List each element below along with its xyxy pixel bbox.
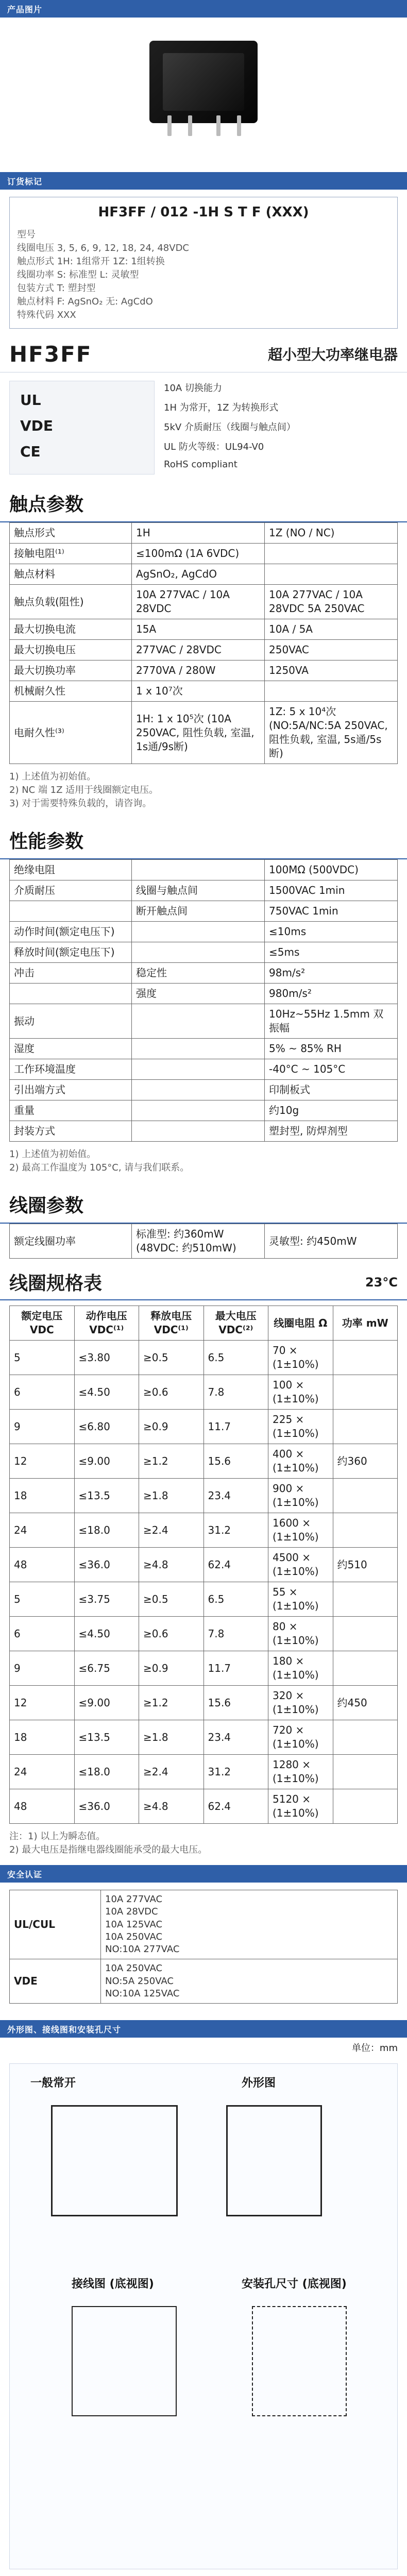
ul-lines-line: NO:10A 277VAC <box>105 1944 180 1955</box>
vde-lines <box>101 1959 398 2004</box>
table-cell: 23.4 <box>204 1720 268 1755</box>
table-cell: ≤18.0 <box>74 1755 139 1789</box>
safety-table <box>9 1890 398 2004</box>
table-cell: ≤5ms <box>265 942 398 963</box>
table-cell: 320 × (1±10%) <box>268 1686 333 1720</box>
table-cell: 1600 × (1±10%) <box>268 1513 333 1548</box>
table-cell: 62.4 <box>204 1789 268 1824</box>
table-row <box>10 564 398 585</box>
table-cell <box>132 942 265 963</box>
model-subtitle: 超小型大功率继电器 <box>267 346 398 363</box>
coil-power-standard: 标准型: 约360mW (48VDC: 约510mW) <box>132 1224 265 1259</box>
table-cell: 1250VA <box>265 660 398 681</box>
table-cell: 触点负载(阻性) <box>10 585 132 619</box>
relay-pin <box>237 115 241 136</box>
code-box <box>9 197 398 329</box>
table-cell: 1Z (NO / NC) <box>265 523 398 544</box>
table-cell: 24 <box>10 1513 75 1548</box>
table-cell <box>132 860 265 880</box>
table-cell <box>333 1789 398 1824</box>
performance-notes-line: 2) 最高工作温度为 105°C, 请与我们联系。 <box>9 1162 190 1173</box>
table-cell: 31.2 <box>204 1755 268 1789</box>
code-rows-line: 包装方式 T: 塑封型 <box>17 283 96 294</box>
table-cell <box>333 1755 398 1789</box>
table-cell: 1H: 1 x 10⁵次 (10A 250VAC, 阻性负载, 室温, 1s通/9s断) <box>132 702 265 764</box>
table-cell: ≤100mΩ (1A 6VDC) <box>132 544 265 564</box>
table-row <box>10 1341 398 1375</box>
table-cell: 277VAC / 28VDC <box>132 640 265 660</box>
table-cell <box>333 1651 398 1686</box>
table-cell: 重量 <box>10 1100 132 1121</box>
contact-params-title: 触点参数 <box>0 483 407 522</box>
table-cell: 最大切换电压 <box>10 640 132 660</box>
table-cell: ≥1.2 <box>139 1444 204 1479</box>
performance-notes <box>9 1147 398 1174</box>
table-cell: 250VAC <box>265 640 398 660</box>
table-cell: ≥4.8 <box>139 1548 204 1582</box>
table-header: 线圈电阻 Ω <box>268 1306 333 1341</box>
features-area <box>0 372 407 483</box>
coil-table-temp: 23°C <box>365 1275 398 1290</box>
table-cell: 1280 × (1±10%) <box>268 1755 333 1789</box>
relay-pin <box>188 115 192 136</box>
table-cell: 180 × (1±10%) <box>268 1651 333 1686</box>
table-row <box>10 880 398 901</box>
table-cell: 最大切换电流 <box>10 619 132 640</box>
table-cell: ≤4.50 <box>74 1617 139 1651</box>
table-header: 额定电压 VDC <box>10 1306 75 1341</box>
coil-notes <box>9 1829 398 1856</box>
table-cell: 1 x 10⁷次 <box>132 681 265 702</box>
table-cell: ≤13.5 <box>74 1479 139 1513</box>
table-cell: ≥0.6 <box>139 1617 204 1651</box>
feature-list-line: UL 防火等级：UL94-V0 <box>164 442 264 452</box>
table-cell <box>132 1100 265 1121</box>
table-cell: 振动 <box>10 1004 132 1039</box>
table-cell: 6.5 <box>204 1582 268 1617</box>
table-cell: 9 <box>10 1651 75 1686</box>
table-cell <box>265 564 398 585</box>
table-cell: 48 <box>10 1789 75 1824</box>
outline-front <box>51 2105 178 2216</box>
table-cell: 5% ~ 85% RH <box>265 1039 398 1059</box>
coil-table-title: 线圈规格表 <box>9 1273 103 1294</box>
table-cell: 24 <box>10 1755 75 1789</box>
table-row <box>10 1004 398 1039</box>
contact-notes-line: 1) 上述值为初始值。 <box>9 771 96 782</box>
product-photo-area <box>0 18 407 172</box>
coil-table-header <box>0 1259 407 1300</box>
code-rows-line: 线圈电压 3, 5, 6, 9, 12, 18, 24, 48VDC <box>17 243 189 253</box>
feature-list <box>164 381 398 474</box>
table-row <box>10 1548 398 1582</box>
table-cell: 绝缘电阻 <box>10 860 132 880</box>
table-cell: 980m/s² <box>265 984 398 1004</box>
table-cell: ≥0.6 <box>139 1375 204 1410</box>
table-header: 释放电压 VDC⁽¹⁾ <box>139 1306 204 1341</box>
table-cell: 9 <box>10 1410 75 1444</box>
caption-outline: 外形图 <box>242 2077 276 2090</box>
table-cell <box>10 901 132 922</box>
table-cell: -40°C ~ 105°C <box>265 1059 398 1080</box>
coil-table <box>9 1306 398 1824</box>
caption-holes: 安装孔尺寸 (底视图) <box>242 2278 347 2291</box>
table-cell: ≥2.4 <box>139 1513 204 1548</box>
coil-notes-line: 2) 最大电压是指继电器线圈能承受的最大电压。 <box>9 1844 208 1855</box>
table-row <box>10 1686 398 1720</box>
table-header: 动作电压 VDC⁽¹⁾ <box>74 1306 139 1341</box>
table-cell: 80 × (1±10%) <box>268 1617 333 1651</box>
table-cell: 1H <box>132 523 265 544</box>
table-cell: 动作时间(额定电压下) <box>10 922 132 942</box>
table-row <box>10 1080 398 1100</box>
table-row <box>10 984 398 1004</box>
table-row <box>10 922 398 942</box>
table-cell: 约360 <box>333 1444 398 1479</box>
contact-table <box>9 522 398 764</box>
vde-lines-line: NO:5A 250VAC <box>105 1975 174 1987</box>
title-strip <box>0 336 407 372</box>
table-row <box>10 681 398 702</box>
table-cell: ≤3.75 <box>74 1582 139 1617</box>
table-cell: ≥1.8 <box>139 1720 204 1755</box>
wiring-diagram <box>72 2306 177 2416</box>
ul-lines-line: 10A 277VAC <box>105 1894 163 1905</box>
feature-list-line: 1H 为常开，1Z 为转换形式 <box>164 402 279 413</box>
table-cell: 塑封型, 防焊剂型 <box>265 1121 398 1142</box>
table-cell: 1Z: 5 x 10⁴次 (NO:5A/NC:5A 250VAC, 阻性负载, 室温, 5s通/5s断) <box>265 702 398 764</box>
feature-list-line: RoHS compliant <box>164 459 238 470</box>
table-header: 功率 mW <box>333 1306 398 1341</box>
safety-bar: 安全认证 <box>0 1865 407 1883</box>
ul-lines-line: 10A 250VAC <box>105 1931 163 1942</box>
table-cell: 7.8 <box>204 1617 268 1651</box>
table-cell: ≤10ms <box>265 922 398 942</box>
table-cell: 稳定性 <box>132 963 265 984</box>
table-row <box>10 860 398 880</box>
table-cell <box>132 1121 265 1142</box>
table-cell: 引出端方式 <box>10 1080 132 1100</box>
contact-notes-line: 2) NC 端 1Z 适用于线圈额定电压。 <box>9 785 159 795</box>
table-cell <box>333 1375 398 1410</box>
vde-label: VDE <box>10 1959 101 2004</box>
table-cell <box>333 1513 398 1548</box>
table-cell: ≥1.8 <box>139 1479 204 1513</box>
table-cell: ≥0.9 <box>139 1651 204 1686</box>
feature-list-line: 5kV 介质耐压（线圈与触点间） <box>164 422 296 433</box>
table-cell <box>333 1617 398 1651</box>
table-cell <box>132 1059 265 1080</box>
code-rows-line: 线圈功率 S: 标准型 L: 灵敏型 <box>17 269 139 280</box>
table-cell <box>132 1080 265 1100</box>
table-cell: 6.5 <box>204 1341 268 1375</box>
table-cell: 电耐久性⁽³⁾ <box>10 702 132 764</box>
table-cell: 400 × (1±10%) <box>268 1444 333 1479</box>
table-cell: ≤13.5 <box>74 1720 139 1755</box>
feature-list-line: 10A 切换能力 <box>164 383 222 394</box>
top-badge: 产品图片 <box>0 0 407 18</box>
table-row <box>10 1789 398 1824</box>
table-row <box>10 1121 398 1142</box>
table-cell <box>333 1410 398 1444</box>
table-header: 最大电压 VDC⁽²⁾ <box>204 1306 268 1341</box>
table-cell: 5 <box>10 1582 75 1617</box>
table-cell: 10Hz~55Hz 1.5mm 双振幅 <box>265 1004 398 1039</box>
table-cell: ≥0.9 <box>139 1410 204 1444</box>
table-row <box>10 1479 398 1513</box>
relay-photo <box>149 41 258 123</box>
table-cell: 5 <box>10 1341 75 1375</box>
table-cell: 断开触点间 <box>132 901 265 922</box>
table-cell <box>333 1720 398 1755</box>
table-cell: 湿度 <box>10 1039 132 1059</box>
table-cell: ≤36.0 <box>74 1789 139 1824</box>
caption-general-1: 一般常开 <box>30 2077 76 2090</box>
table-cell: 100MΩ (500VDC) <box>265 860 398 880</box>
table-cell: 15A <box>132 619 265 640</box>
table-cell: 31.2 <box>204 1513 268 1548</box>
table-cell: 750VAC 1min <box>265 901 398 922</box>
code-rows-line: 触点形式 1H: 1组常开 1Z: 1组转换 <box>17 256 165 267</box>
table-cell: 工作环境温度 <box>10 1059 132 1080</box>
table-cell: 11.7 <box>204 1651 268 1686</box>
table-cell <box>132 1039 265 1059</box>
vde-lines-line: 10A 250VAC <box>105 1963 163 1974</box>
table-cell: 11.7 <box>204 1410 268 1444</box>
table-cell: 接触电阻⁽¹⁾ <box>10 544 132 564</box>
table-cell: 225 × (1±10%) <box>268 1410 333 1444</box>
outline-units: 单位：mm <box>351 2043 398 2054</box>
table-cell: ≤18.0 <box>74 1513 139 1548</box>
ul-lines <box>101 1890 398 1959</box>
table-row <box>10 619 398 640</box>
table-cell: 最大切换功率 <box>10 660 132 681</box>
table-cell: 100 × (1±10%) <box>268 1375 333 1410</box>
table-cell <box>265 681 398 702</box>
model-code: HF3FF / 012 -1H S T F (XXX) <box>98 205 309 220</box>
table-cell: 18 <box>10 1479 75 1513</box>
code-rows-line: 触点材料 F: AgSnO₂ 无: AgCdO <box>17 296 153 307</box>
vde-logo: VDE <box>20 417 54 434</box>
table-cell: 约450 <box>333 1686 398 1720</box>
table-cell: 冲击 <box>10 963 132 984</box>
table-cell: 封装方式 <box>10 1121 132 1142</box>
table-cell: 线圈与触点间 <box>132 880 265 901</box>
table-cell: ≥4.8 <box>139 1789 204 1824</box>
table-row <box>10 1039 398 1059</box>
table-row <box>10 660 398 681</box>
table-cell: ≤9.00 <box>74 1444 139 1479</box>
table-row <box>10 544 398 564</box>
ul-lines-line: 10A 28VDC <box>105 1906 158 1918</box>
table-row <box>10 901 398 922</box>
ul-logo: UL <box>20 392 41 409</box>
code-rows <box>17 227 390 321</box>
table-cell <box>333 1479 398 1513</box>
table-cell: 4500 × (1±10%) <box>268 1548 333 1582</box>
table-row <box>10 1410 398 1444</box>
table-cell: 释放时间(额定电压下) <box>10 942 132 963</box>
table-row <box>10 523 398 544</box>
table-cell: 机械耐久性 <box>10 681 132 702</box>
table-cell: 12 <box>10 1686 75 1720</box>
ce-logo: CE <box>20 443 41 460</box>
contact-notes <box>9 769 398 809</box>
table-cell: 触点材料 <box>10 564 132 585</box>
table-cell: 介质耐压 <box>10 880 132 901</box>
coil-params-title: 线圈参数 <box>0 1184 407 1224</box>
coil-params-table <box>9 1224 398 1259</box>
table-cell: ≥0.5 <box>139 1582 204 1617</box>
table-cell: ≤4.50 <box>74 1375 139 1410</box>
table-cell <box>132 1004 265 1039</box>
table-cell: 触点形式 <box>10 523 132 544</box>
table-cell <box>132 922 265 942</box>
table-cell: 约510 <box>333 1548 398 1582</box>
code-rows-line: 特殊代码 XXX <box>17 310 76 320</box>
table-cell: 720 × (1±10%) <box>268 1720 333 1755</box>
table-cell: 10A 277VAC / 10A 28VDC <box>132 585 265 619</box>
ul-label: UL/CUL <box>10 1890 101 1959</box>
table-row <box>10 1617 398 1651</box>
contact-notes-line: 3) 对于需要特殊负载的，请咨询。 <box>9 798 152 809</box>
table-cell: 强度 <box>132 984 265 1004</box>
table-cell: ≥0.5 <box>139 1341 204 1375</box>
outline-block-1 <box>9 2063 398 2569</box>
table-cell: 10A 277VAC / 10A 28VDC 5A 250VAC <box>265 585 398 619</box>
table-cell: 98m/s² <box>265 963 398 984</box>
table-row <box>10 942 398 963</box>
cert-logos <box>9 381 155 474</box>
table-cell: 印制板式 <box>265 1080 398 1100</box>
table-row <box>10 585 398 619</box>
coil-power-sensitive: 灵敏型: 约450mW <box>265 1224 398 1259</box>
performance-title: 性能参数 <box>0 820 407 859</box>
table-cell: 7.8 <box>204 1375 268 1410</box>
table-cell <box>265 544 398 564</box>
code-section-bar: 订货标记 <box>0 172 407 190</box>
table-cell: ≤3.80 <box>74 1341 139 1375</box>
table-cell: 70 × (1±10%) <box>268 1341 333 1375</box>
table-row <box>10 1059 398 1080</box>
table-row <box>10 1513 398 1548</box>
table-cell: 23.4 <box>204 1479 268 1513</box>
table-row <box>10 1755 398 1789</box>
hole-diagram <box>252 2306 347 2416</box>
table-cell: 62.4 <box>204 1548 268 1582</box>
ul-lines-line: 10A 125VAC <box>105 1919 163 1930</box>
table-cell: 15.6 <box>204 1444 268 1479</box>
table-cell: 15.6 <box>204 1686 268 1720</box>
table-cell <box>10 984 132 1004</box>
table-row <box>10 1651 398 1686</box>
table-cell: ≤9.00 <box>74 1686 139 1720</box>
relay-pin <box>167 115 172 136</box>
table-cell: 10A / 5A <box>265 619 398 640</box>
table-cell: ≤6.80 <box>74 1410 139 1444</box>
table-cell: ≤36.0 <box>74 1548 139 1582</box>
table-row <box>10 963 398 984</box>
table-row <box>10 1720 398 1755</box>
table-row <box>10 702 398 764</box>
table-cell: 1500VAC 1min <box>265 880 398 901</box>
performance-table <box>9 859 398 1142</box>
code-rows-line: 型号 <box>17 229 36 240</box>
table-cell: 48 <box>10 1548 75 1582</box>
table-cell: ≥2.4 <box>139 1755 204 1789</box>
table-cell: 900 × (1±10%) <box>268 1479 333 1513</box>
coil-power-label: 额定线圈功率 <box>10 1224 132 1259</box>
performance-notes-line: 1) 上述值为初始值。 <box>9 1149 96 1160</box>
table-cell: 6 <box>10 1375 75 1410</box>
table-row <box>10 1582 398 1617</box>
table-cell: 约10g <box>265 1100 398 1121</box>
table-cell: 6 <box>10 1617 75 1651</box>
outline-bar: 外形图、接线图和安装孔尺寸 <box>0 2020 407 2038</box>
table-cell: 12 <box>10 1444 75 1479</box>
vde-lines-line: NO:10A 125VAC <box>105 1988 180 1999</box>
table-cell: AgSnO₂, AgCdO <box>132 564 265 585</box>
relay-pin <box>216 115 221 136</box>
table-cell: 2770VA / 280W <box>132 660 265 681</box>
table-row <box>10 640 398 660</box>
coil-notes-line: 注：1) 以上为瞬态值。 <box>9 1831 106 1842</box>
table-row <box>10 1375 398 1410</box>
table-row <box>10 1444 398 1479</box>
table-cell: ≤6.75 <box>74 1651 139 1686</box>
outline-side <box>226 2105 322 2216</box>
table-cell <box>333 1341 398 1375</box>
table-cell: 18 <box>10 1720 75 1755</box>
model-title: HF3FF <box>9 341 92 367</box>
table-row <box>10 1100 398 1121</box>
table-cell: ≥1.2 <box>139 1686 204 1720</box>
table-cell: 55 × (1±10%) <box>268 1582 333 1617</box>
table-cell: 5120 × (1±10%) <box>268 1789 333 1824</box>
caption-wiring: 接线图 (底视图) <box>72 2278 154 2291</box>
table-cell <box>333 1582 398 1617</box>
